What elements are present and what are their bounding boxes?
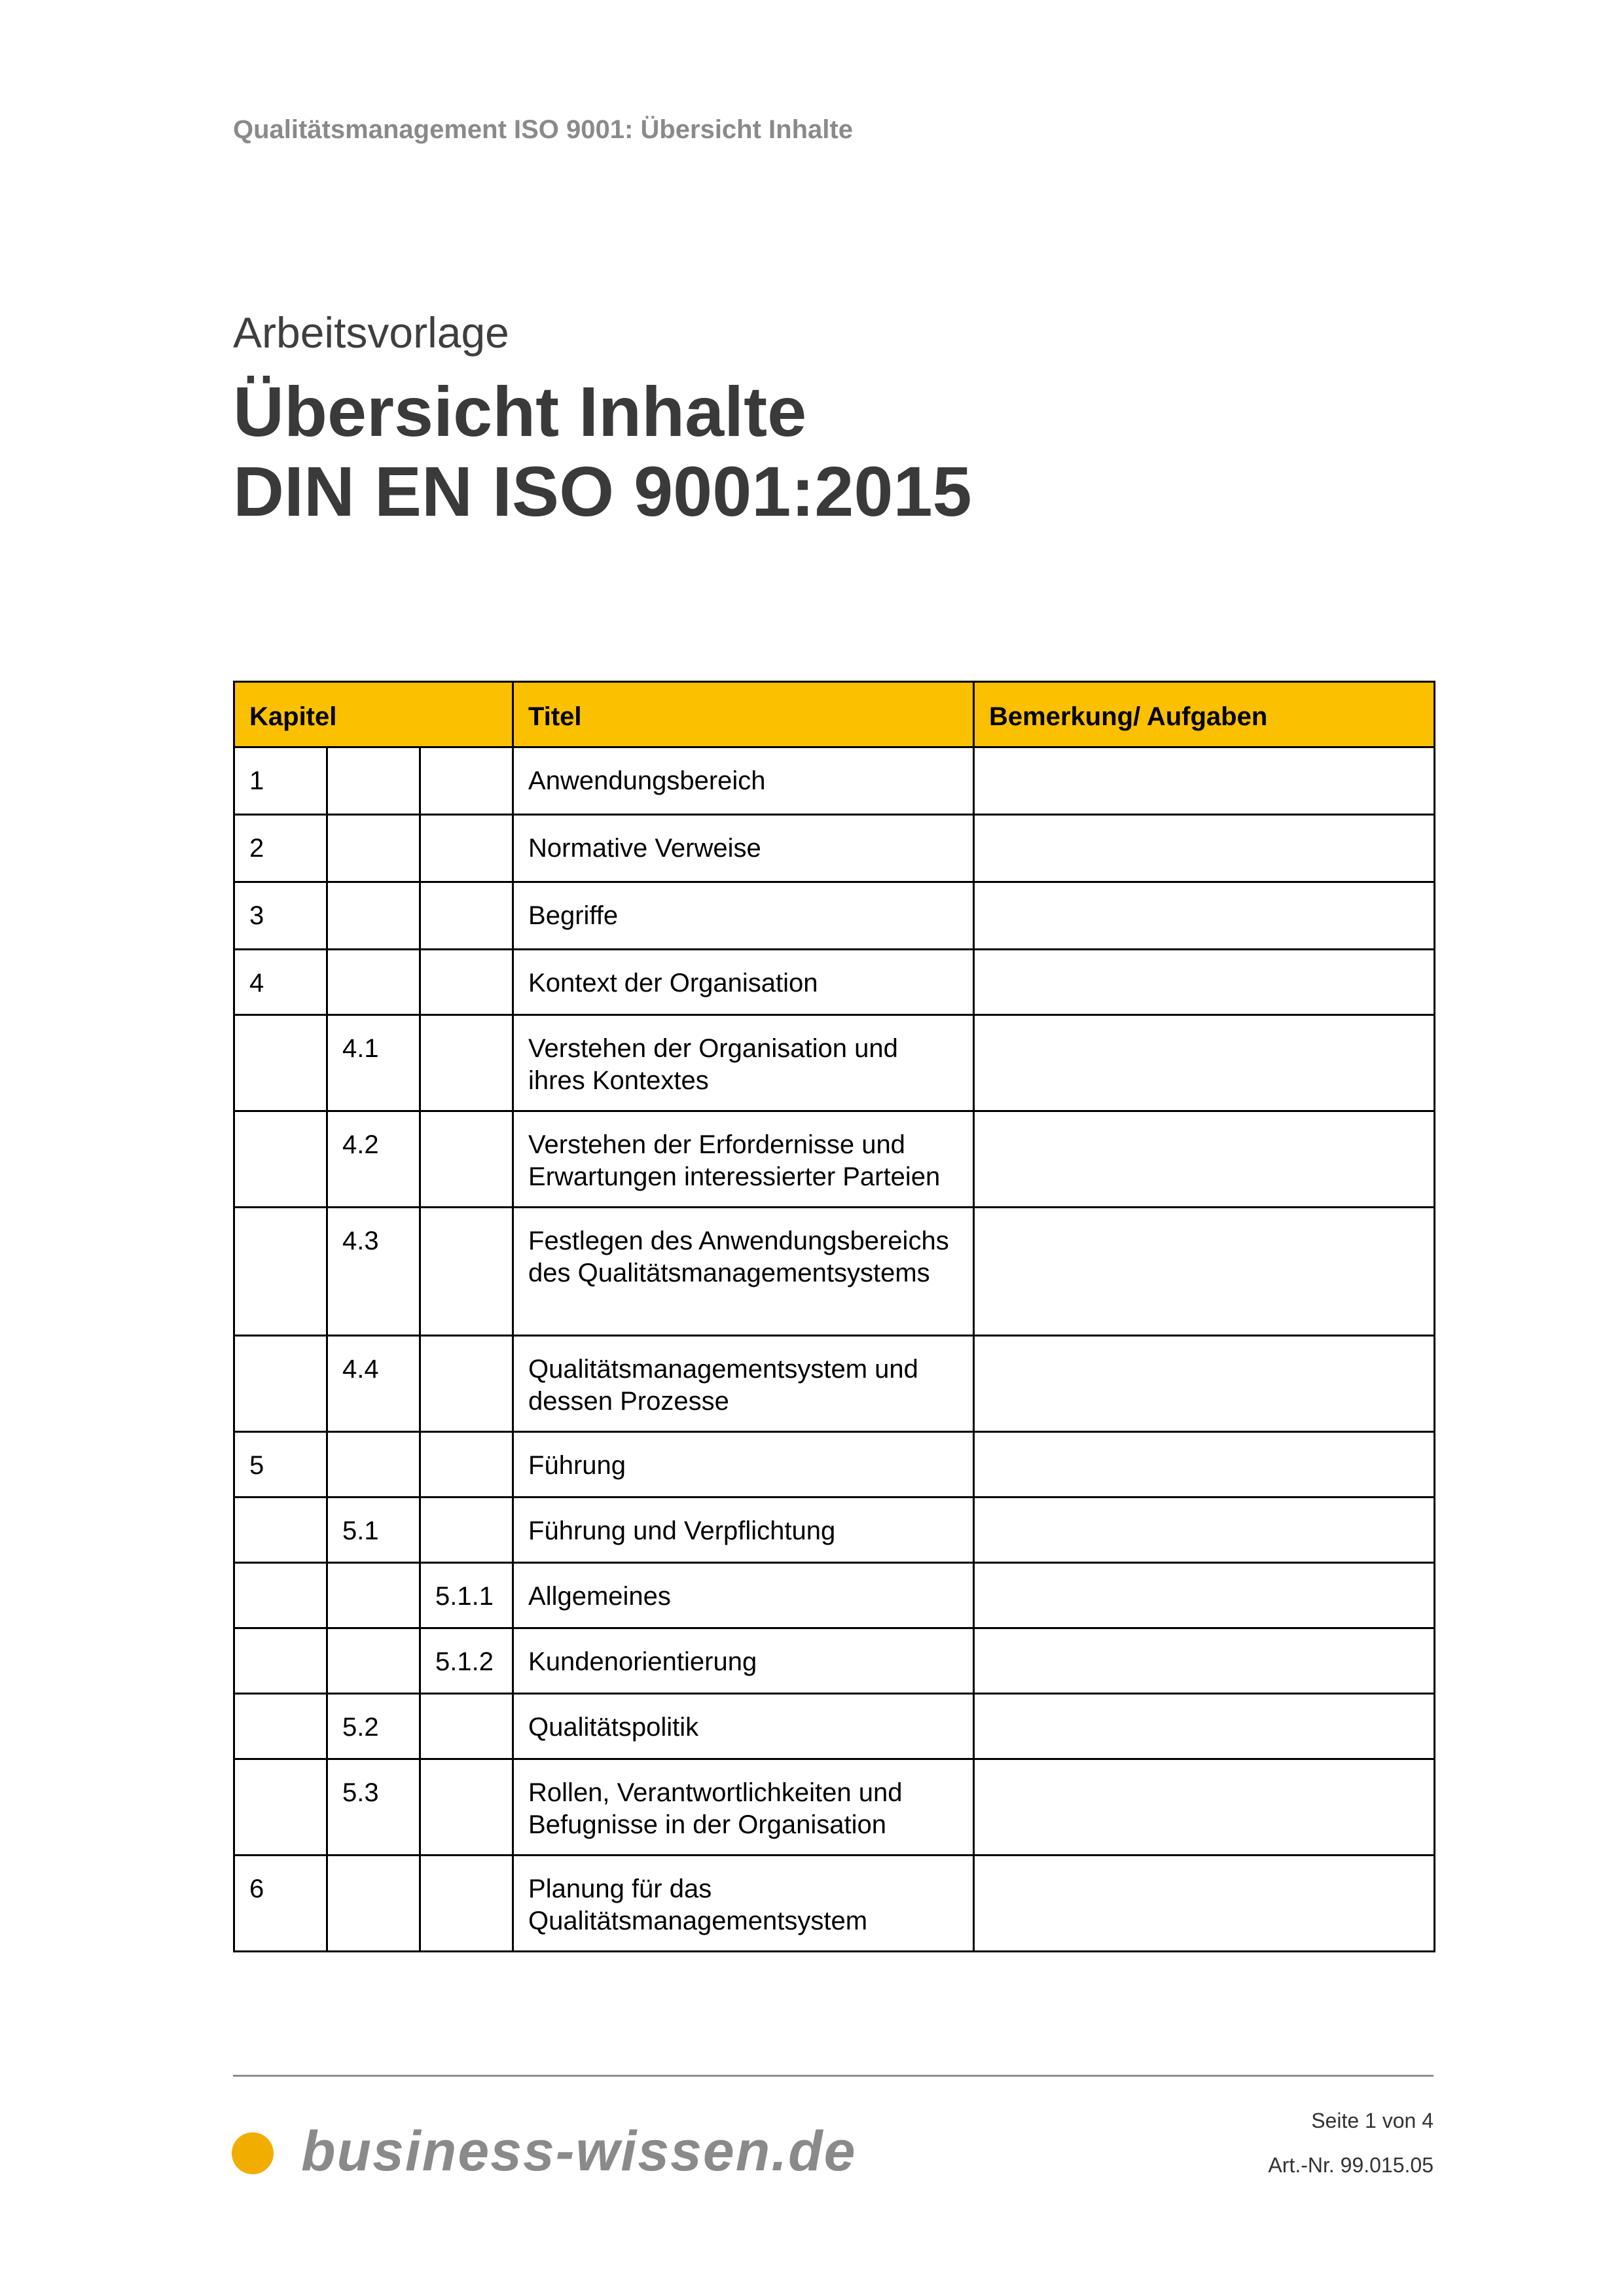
page-number: Seite 1 von 4 [1311,2109,1434,2132]
cell-bemerkung [974,815,1435,882]
footer-divider [233,2075,1434,2077]
cell-c2: 4.3 [327,1208,420,1336]
cell-c3: 5.1.2 [420,1628,513,1694]
cell-c3 [420,815,513,882]
cell-c1 [234,1563,327,1628]
cell-bemerkung [974,1015,1435,1111]
table-row [234,1432,1435,1498]
cell-titel: Qualitätspolitik [513,1694,974,1759]
cell-bemerkung [974,1111,1435,1208]
contents-table [233,681,1435,1952]
cell-bemerkung [974,1563,1435,1628]
cell-c2 [327,1563,420,1628]
running-header: Qualitätsmanagement ISO 9001: Übersicht Inhalte [233,115,853,144]
cell-c2: 4.1 [327,1015,420,1111]
cell-c1 [234,1208,327,1336]
cell-titel: Normative Verweise [513,815,974,882]
table-row [234,1759,1435,1856]
table-row [234,815,1435,882]
cell-bemerkung [974,1856,1435,1952]
cell-c2 [327,882,420,950]
cell-c1 [234,1498,327,1563]
cell-c1: 4 [234,950,327,1015]
table-body [234,747,1435,1952]
cell-titel: Führung [513,1432,974,1498]
cell-c3 [420,1432,513,1498]
cell-titel: Allgemeines [513,1563,974,1628]
table-header-row [234,682,1435,747]
cell-bemerkung [974,882,1435,950]
cell-titel: Führung und Verpflichtung [513,1498,974,1563]
cell-titel: Verstehen der Organisation und ihres Kontextes [513,1015,974,1111]
document-title-line-2: DIN EN ISO 9001:2015 [233,452,972,531]
cell-c3 [420,882,513,950]
cell-titel: Kontext der Organisation [513,950,974,1015]
cell-titel: Anwendungsbereich [513,747,974,815]
cell-bemerkung [974,1628,1435,1694]
cell-c2: 5.1 [327,1498,420,1563]
cell-c2: 4.4 [327,1336,420,1432]
cell-titel: Rollen, Verantwortlichkeiten und Befugnisse in der Organisation [513,1759,974,1856]
table-row [234,1015,1435,1111]
orange-dot-icon [232,2132,274,2174]
cell-bemerkung [974,1759,1435,1856]
cell-c2: 5.2 [327,1694,420,1759]
cell-c2: 4.2 [327,1111,420,1208]
table-row [234,1111,1435,1208]
table-row [234,1336,1435,1432]
cell-bemerkung [974,1432,1435,1498]
cell-c1 [234,1694,327,1759]
cell-c2 [327,747,420,815]
cell-c1: 6 [234,1856,327,1952]
cell-c3 [420,1759,513,1856]
cell-c3 [420,1111,513,1208]
table-row [234,747,1435,815]
cell-c1: 3 [234,882,327,950]
cell-c2 [327,1432,420,1498]
cell-c3 [420,1498,513,1563]
table-row [234,1563,1435,1628]
cell-titel: Festlegen des Anwendungsbereichs des Qualitätsmanagementsystems [513,1208,974,1336]
document-subtitle: Arbeitsvorlage [233,308,509,357]
cell-c2 [327,815,420,882]
table-row [234,1498,1435,1563]
article-number: Art.-Nr. 99.015.05 [1268,2153,1434,2177]
cell-titel: Qualitätsmanagementsystem und dessen Prozesse [513,1336,974,1432]
cell-titel: Kundenorientierung [513,1628,974,1694]
cell-c3 [420,1336,513,1432]
cell-bemerkung [974,1208,1435,1336]
table-row [234,1856,1435,1952]
brand-logo: business-wissen.de [301,2120,857,2183]
cell-bemerkung [974,950,1435,1015]
document-title-line-1: Übersicht Inhalte [233,372,807,451]
cell-bemerkung [974,1336,1435,1432]
document-title [233,372,972,531]
cell-bemerkung [974,1498,1435,1563]
cell-c2 [327,950,420,1015]
table-row [234,882,1435,950]
header-bemerkung: Bemerkung/ Aufgaben [974,682,1435,747]
cell-c1 [234,1111,327,1208]
cell-c3: 5.1.1 [420,1563,513,1628]
table-row [234,1628,1435,1694]
table-row [234,1694,1435,1759]
cell-c2 [327,1856,420,1952]
table-row [234,950,1435,1015]
cell-titel: Verstehen der Erfordernisse und Erwartungen interessierter Parteien [513,1111,974,1208]
cell-c1: 5 [234,1432,327,1498]
cell-c3 [420,747,513,815]
cell-c3 [420,1694,513,1759]
cell-c2: 5.3 [327,1759,420,1856]
cell-c2 [327,1628,420,1694]
cell-c1 [234,1336,327,1432]
cell-c1 [234,1628,327,1694]
cell-c3 [420,1856,513,1952]
cell-c1 [234,1015,327,1111]
header-kapitel: Kapitel [234,682,513,747]
cell-c3 [420,950,513,1015]
cell-bemerkung [974,1694,1435,1759]
cell-c3 [420,1015,513,1111]
cell-c1: 2 [234,815,327,882]
cell-c1: 1 [234,747,327,815]
cell-c1 [234,1759,327,1856]
cell-titel: Planung für das Qualitätsmanagementsystem [513,1856,974,1952]
header-titel: Titel [513,682,974,747]
cell-bemerkung [974,747,1435,815]
cell-c3 [420,1208,513,1336]
table-row [234,1208,1435,1336]
cell-titel: Begriffe [513,882,974,950]
